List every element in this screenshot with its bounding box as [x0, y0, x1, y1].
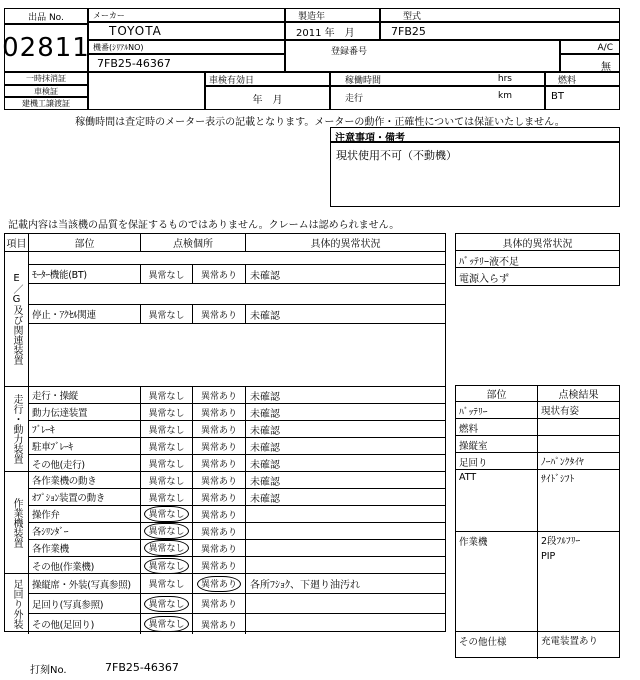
result-part-name: ATT [456, 470, 538, 531]
circled-ok-mark: 異常なし [144, 523, 188, 539]
header-detail: 具体的異常状況 [310, 239, 381, 250]
abnormality-detail: 未確認 [250, 408, 280, 420]
ng-label: 異常あり [200, 476, 237, 487]
result-row [456, 436, 619, 453]
ok-cell [141, 557, 193, 574]
ng-label: 異常あり [200, 600, 237, 610]
maker-value: TOYOTA [88, 22, 285, 40]
result-part-name: 作業機 [456, 532, 538, 631]
result-value-line: 現状有姿 [541, 406, 580, 417]
inspection-row [29, 614, 445, 634]
cert-item: 一時抹消証 [4, 72, 88, 85]
abnormality-detail: 未確認 [250, 442, 280, 454]
group-rows [29, 252, 445, 386]
maker-label: メーカー [88, 8, 285, 22]
ng-label: 異常あり [200, 408, 237, 419]
ng-label: 異常あり [200, 310, 237, 321]
ng-label: 異常あり [200, 493, 237, 504]
ok-cell [141, 265, 193, 283]
header-part: 部位 [29, 234, 141, 251]
travel-unit: km [498, 91, 512, 101]
part-name: 動力伝達装置 [29, 404, 141, 420]
inspection-group [5, 472, 445, 574]
ng-label: 異常あり [200, 527, 237, 538]
circled-ok-mark: 異常なし [144, 596, 188, 612]
abnormality-detail [246, 506, 445, 522]
mfg-year-label: 製造年 [285, 8, 380, 22]
ng-cell [193, 305, 246, 323]
ac-label: A/C [560, 40, 620, 54]
ac-value: 無 [560, 54, 620, 72]
abnormality-detail: 未確認 [250, 425, 280, 437]
cert-item: 車検証 [4, 85, 88, 97]
abnormal-line: ﾊﾞｯﾃﾘｰ液不足 [456, 251, 619, 268]
result-value [538, 470, 619, 531]
serial-label: 機番(ｼﾘｱﾙNO) [88, 40, 285, 54]
inspection-row [29, 489, 445, 506]
ok-cell [141, 438, 193, 454]
inspection-row [29, 557, 445, 574]
mfg-year-value: 2011 年 月 [285, 22, 380, 40]
result-value [538, 419, 619, 435]
group-label: 作業機装置 [5, 472, 29, 573]
part-name: 操縦席・外装(写真参照) [29, 574, 141, 593]
result-part-name: 操縦室 [456, 436, 538, 452]
inspection-table-body [5, 252, 445, 634]
group-label: 足回り外装 [5, 574, 29, 634]
ng-label: 異常あり [200, 391, 237, 402]
travel-label: 走行 [345, 94, 364, 104]
abnormality-detail [246, 523, 445, 539]
part-name: 足回り(写真参照) [29, 594, 141, 613]
circled-ok-mark: 異常なし [144, 506, 188, 522]
hours-label: 稼働時間 [345, 75, 382, 86]
serial-value: 7FB25-46367 [88, 54, 285, 72]
ok-cell [141, 506, 193, 522]
abnormality-detail: 未確認 [250, 310, 280, 322]
shaken-label: 車検有効日 [205, 72, 330, 86]
inspection-group [5, 574, 445, 634]
ng-cell [193, 387, 246, 403]
result-part-name: 足回り [456, 453, 538, 469]
result-value-line: 2段ﾌﾙﾌﾘｰ [541, 536, 581, 547]
results-header-row [456, 386, 619, 402]
result-value-line: ﾉｰﾊﾟﾝｸﾀｲﾔ [541, 457, 584, 468]
hours-unit: hrs [497, 74, 512, 84]
remarks-body: 現状使用不可（不動機） [330, 142, 620, 207]
header-item: 項目 [5, 234, 29, 251]
ng-cell [193, 489, 246, 505]
abnormality-detail [246, 594, 445, 613]
part-name: ﾓｰﾀｰ機能(BT) [29, 265, 141, 283]
disclaimer-note: 記載内容は当該機の品質を保証するものではありません。クレームは認められません。 [8, 220, 400, 231]
circled-ng-mark: 異常あり [197, 576, 241, 592]
remarks-title: 注意事項・備考 [330, 127, 620, 142]
part-name: 駐車ﾌﾞﾚｰｷ [29, 438, 141, 454]
ng-label: 異常あり [200, 442, 237, 453]
result-value [538, 532, 619, 631]
table-header-row [5, 234, 445, 252]
ok-label: 異常なし [148, 408, 185, 419]
ok-label: 異常なし [148, 425, 185, 436]
result-part-name: その他仕様 [456, 632, 538, 659]
ng-label: 異常あり [200, 270, 237, 281]
registration-field [285, 40, 560, 72]
part-name: 停止・ｱｸｾﾙ関連 [29, 305, 141, 323]
ng-cell [193, 557, 246, 574]
group-rows [29, 387, 445, 471]
result-row [456, 453, 619, 470]
ok-cell [141, 305, 193, 323]
empty-cell [88, 72, 205, 110]
stamp-row [30, 661, 430, 676]
abnormality-detail [246, 557, 445, 574]
results-table-body [456, 402, 619, 659]
inspection-row [29, 404, 445, 421]
result-value-line: PIP [541, 551, 556, 562]
result-row [456, 402, 619, 419]
ok-cell [141, 472, 193, 488]
abnormality-detail [246, 614, 445, 634]
circled-ok-mark: 異常なし [144, 616, 188, 632]
ok-cell [141, 387, 193, 403]
result-row [456, 532, 619, 632]
abnormal-title: 具体的異常状況 [456, 234, 619, 251]
ok-label: 異常なし [148, 476, 185, 487]
ng-cell [193, 540, 246, 556]
inspection-row [29, 438, 445, 455]
exhibit-no-label: 出品 No. [4, 8, 88, 24]
group-rows [29, 574, 445, 634]
abnormality-detail: 未確認 [250, 270, 280, 282]
ng-label: 異常あり [200, 544, 237, 555]
group-rows [29, 472, 445, 573]
inspection-row [29, 523, 445, 540]
abnormality-detail: 未確認 [250, 493, 280, 505]
inspection-row [29, 304, 445, 324]
ok-cell [141, 574, 193, 593]
ok-cell [141, 455, 193, 472]
abnormal-line: 電源入らず [459, 274, 509, 285]
travel-row [330, 86, 545, 110]
part-name: 各ｼﾘﾝﾀﾞｰ [29, 523, 141, 539]
part-name: 各作業機の動き [29, 472, 141, 488]
header-points: 点検個所 [141, 234, 246, 251]
spacer [29, 284, 445, 304]
result-value [538, 453, 619, 469]
model-label: 型式 [380, 8, 620, 22]
ng-cell [193, 523, 246, 539]
results-table [455, 385, 620, 658]
ng-label: 異常あり [200, 510, 237, 521]
result-value [538, 402, 619, 418]
inspection-row [29, 506, 445, 523]
result-part-name: 燃料 [456, 419, 538, 435]
ng-cell [193, 265, 246, 283]
results-result-header: 点検結果 [558, 390, 599, 401]
result-row [456, 419, 619, 436]
results-part-header: 部位 [456, 386, 538, 401]
cert-item: 建機工譲渡証 [4, 97, 88, 110]
part-name: 各作業機 [29, 540, 141, 556]
abnormality-detail: 未確認 [250, 476, 280, 488]
ng-label: 異常あり [200, 562, 237, 572]
registration-label: 登録番号 [331, 47, 368, 57]
ok-label: 異常なし [148, 391, 185, 402]
result-value [538, 632, 619, 659]
result-row [456, 632, 619, 659]
ng-label: 異常あり [200, 460, 237, 470]
circled-ok-mark: 異常なし [144, 558, 188, 574]
ok-cell [141, 421, 193, 437]
fuel-label: 燃料 [545, 72, 620, 86]
ok-cell [141, 594, 193, 613]
ng-cell [193, 421, 246, 437]
ng-cell [193, 594, 246, 613]
abnormality-detail: 未確認 [250, 391, 280, 403]
stamp-label: 打刻No. [30, 665, 67, 676]
inspection-table [4, 233, 446, 632]
ng-label: 異常あり [200, 620, 237, 631]
ok-label: 異常なし [148, 442, 185, 453]
meter-note: 稼働時間は査定時のメーター表示の記載となります。メーターの動作・正確性については保証いたしません。 [75, 117, 565, 128]
ng-cell [193, 574, 246, 593]
part-name: その他(足回り) [29, 614, 141, 634]
model-value: 7FB25 [380, 22, 620, 40]
result-row [456, 470, 619, 532]
abnormality-detail: 各所ﾌｼｮｸ、下廻り油汚れ [250, 580, 360, 591]
ok-cell [141, 523, 193, 539]
abnormal-box [455, 233, 620, 286]
result-part-name: ﾊﾞｯﾃﾘｰ [456, 402, 538, 418]
ng-label: 異常あり [200, 425, 237, 436]
ok-cell [141, 489, 193, 505]
result-value-line: 充電装置あり [541, 636, 599, 647]
part-name: ﾌﾞﾚｰｷ [29, 421, 141, 437]
ng-cell [193, 614, 246, 634]
part-name: ｵﾌﾟｼｮﾝ装置の動き [29, 489, 141, 505]
ok-label: 異常なし [148, 270, 185, 281]
hours-row [330, 72, 545, 86]
group-label: E／G及び関連装置 [5, 252, 29, 386]
part-name: その他(作業機) [29, 557, 141, 574]
part-name: その他(走行) [29, 455, 141, 472]
ok-label: 異常なし [148, 493, 185, 504]
inspection-row [29, 264, 445, 284]
inspection-row [29, 540, 445, 557]
abnormality-detail: 未確認 [250, 460, 280, 471]
abnormality-detail [246, 540, 445, 556]
inspection-row [29, 455, 445, 472]
ok-label: 異常なし [148, 310, 185, 321]
inspection-group [5, 387, 445, 472]
inspection-group [5, 252, 445, 387]
ng-cell [193, 472, 246, 488]
spacer [29, 324, 445, 386]
ok-cell [141, 404, 193, 420]
shaken-value: 年 月 [205, 86, 330, 110]
part-name: 走行・操縦 [29, 387, 141, 403]
ng-cell [193, 404, 246, 420]
result-value-line: ｻｲﾄﾞｼﾌﾄ [541, 474, 575, 485]
part-name: 操作弁 [29, 506, 141, 522]
ng-cell [193, 506, 246, 522]
ok-cell [141, 614, 193, 634]
inspection-row [29, 421, 445, 438]
inspection-row [29, 574, 445, 594]
result-value [538, 436, 619, 452]
fuel-value: BT [545, 86, 620, 110]
ng-cell [193, 455, 246, 472]
stamp-value: 7FB25-46367 [105, 661, 179, 674]
spacer [29, 252, 445, 264]
inspection-row [29, 594, 445, 614]
inspection-row [29, 387, 445, 404]
inspection-row [29, 472, 445, 489]
group-label: 走行・動力装置 [5, 387, 29, 471]
exhibit-no-value: 02811 [4, 24, 88, 72]
ng-cell [193, 438, 246, 454]
ok-cell [141, 540, 193, 556]
ok-label: 異常なし [148, 580, 185, 590]
ok-label: 異常なし [148, 460, 185, 470]
circled-ok-mark: 異常なし [144, 540, 188, 556]
